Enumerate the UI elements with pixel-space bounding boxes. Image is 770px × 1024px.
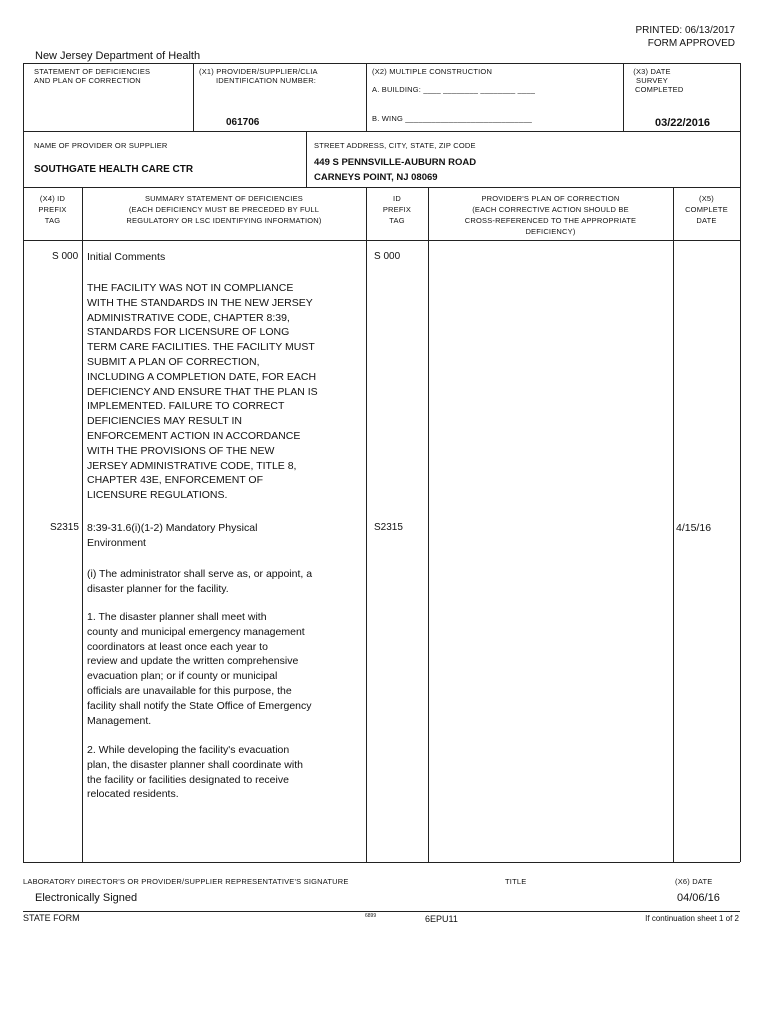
title-label: TITLE bbox=[505, 877, 527, 886]
survey-date: 03/22/2016 bbox=[655, 117, 711, 129]
row-body: THE FACILITY WAS NOT IN COMPLIANCE WITH THE STANDARDS IN THE NEW JERSEY ADMINISTRATIVE CODE, CHAPTER 8:39, STANDARDS FOR LICENSURE OF LONG TERM CARE FACILITIES. THE FACILITY MUST SUBMIT A PLAN OF CORRECTION, INCLUDING A COMPLETION DATE, FOR EACH DEFICIENCY AND ENSURE THAT THE PLAN IS IMPLEMENTED. FAILURE TO CORRECT DEFICIENCIES MAY RESULT IN ENFORCEMENT ACTION IN ACCORDANCE WITH THE PROVISIONS OF THE NEW JERSEY ADMINISTRATIVE CODE, TITLE 8, CHAPTER 43E, ENFORCEMENT OF LICENSURE REGULATIONS. bbox=[87, 282, 318, 502]
summary-column-header: SUMMARY STATEMENT OF DEFICIENCIES (EACH DEFICIENCY MUST BE PRECEDED BY FULL REGULATORY OR LSC IDENTIFYING INFORMATION) bbox=[126, 194, 322, 225]
x4-column-header: (X4) ID PREFIX TAG bbox=[38, 194, 67, 225]
signature-value: Electronically Signed bbox=[35, 892, 138, 904]
address-label: STREET ADDRESS, CITY, STATE, ZIP CODE bbox=[314, 141, 476, 150]
provider-id: 061706 bbox=[226, 117, 260, 128]
address-line-2: CARNEYS POINT, NJ 08069 bbox=[314, 172, 438, 183]
x2-building: A. BUILDING: ____ ________ ________ ____ bbox=[372, 85, 536, 94]
provider-name: SOUTHGATE HEALTH CARE CTR bbox=[34, 164, 194, 175]
x6-date-label: (X6) DATE bbox=[675, 877, 713, 886]
provider-label: NAME OF PROVIDER OR SUPPLIER bbox=[34, 141, 168, 150]
continuation-sheet: If continuation sheet 1 of 2 bbox=[645, 914, 739, 923]
row-paragraph: (i) The administrator shall serve as, or appoint, a disaster planner for the facility. bbox=[87, 568, 313, 595]
printed-date: PRINTED: 06/13/2017 bbox=[635, 25, 735, 36]
x5-column-header: (X5) COMPLETE DATE bbox=[685, 194, 728, 225]
address-line-1: 449 S PENNSVILLE-AUBURN ROAD bbox=[314, 157, 477, 168]
row-id-tag: S 000 bbox=[374, 251, 401, 262]
row-title: 8:39-31.6(i)(1-2) Mandatory Physical Environment bbox=[87, 522, 258, 549]
x2-label: (X2) MULTIPLE CONSTRUCTION bbox=[372, 67, 493, 76]
row-tag: S 000 bbox=[52, 251, 79, 262]
statement-label: STATEMENT OF DEFICIENCIES AND PLAN OF CORRECTION bbox=[34, 67, 151, 85]
completion-date: 4/15/16 bbox=[676, 522, 712, 534]
x3-label: (X3) DATE SURVEY COMPLETED bbox=[633, 67, 684, 94]
row-paragraph: 1. The disaster planner shall meet with county and municipal emergency management coordinators at least once each year to review and update the written comprehensive evacuation plan; or if county or municipal officials are unavailable for this purpose, the facility shall notify the State Office of Emergency Management. bbox=[87, 611, 312, 727]
form-code: 6899 bbox=[365, 913, 377, 919]
state-form-label: STATE FORM bbox=[23, 913, 80, 923]
row-paragraph: 2. While developing the facility's evacuation plan, the disaster planner shall coordinate with the facility or facilities designated to receive relocated residents. bbox=[87, 744, 303, 801]
plan-column-header: PROVIDER'S PLAN OF CORRECTION (EACH CORRECTIVE ACTION SHOULD BE CROSS-REFERENCED TO THE APPROPRIATE DEFICIENCY) bbox=[464, 194, 637, 236]
row-id-tag: S2315 bbox=[374, 522, 403, 533]
event-id: 6EPU11 bbox=[425, 914, 458, 924]
row-title: Initial Comments bbox=[87, 251, 166, 263]
form-approved: FORM APPROVED bbox=[647, 38, 735, 49]
x2-wing: B. WING _____________________________ bbox=[372, 114, 533, 123]
id-column-header: ID PREFIX TAG bbox=[382, 194, 412, 225]
signature-label: LABORATORY DIRECTOR'S OR PROVIDER/SUPPLIER REPRESENTATIVE'S SIGNATURE bbox=[23, 877, 349, 886]
signature-date: 04/06/16 bbox=[677, 892, 720, 904]
row-tag: S2315 bbox=[50, 522, 79, 533]
agency-name: New Jersey Department of Health bbox=[35, 50, 201, 62]
x1-label: (X1) PROVIDER/SUPPLIER/CLIA IDENTIFICATION NUMBER: bbox=[199, 67, 318, 85]
